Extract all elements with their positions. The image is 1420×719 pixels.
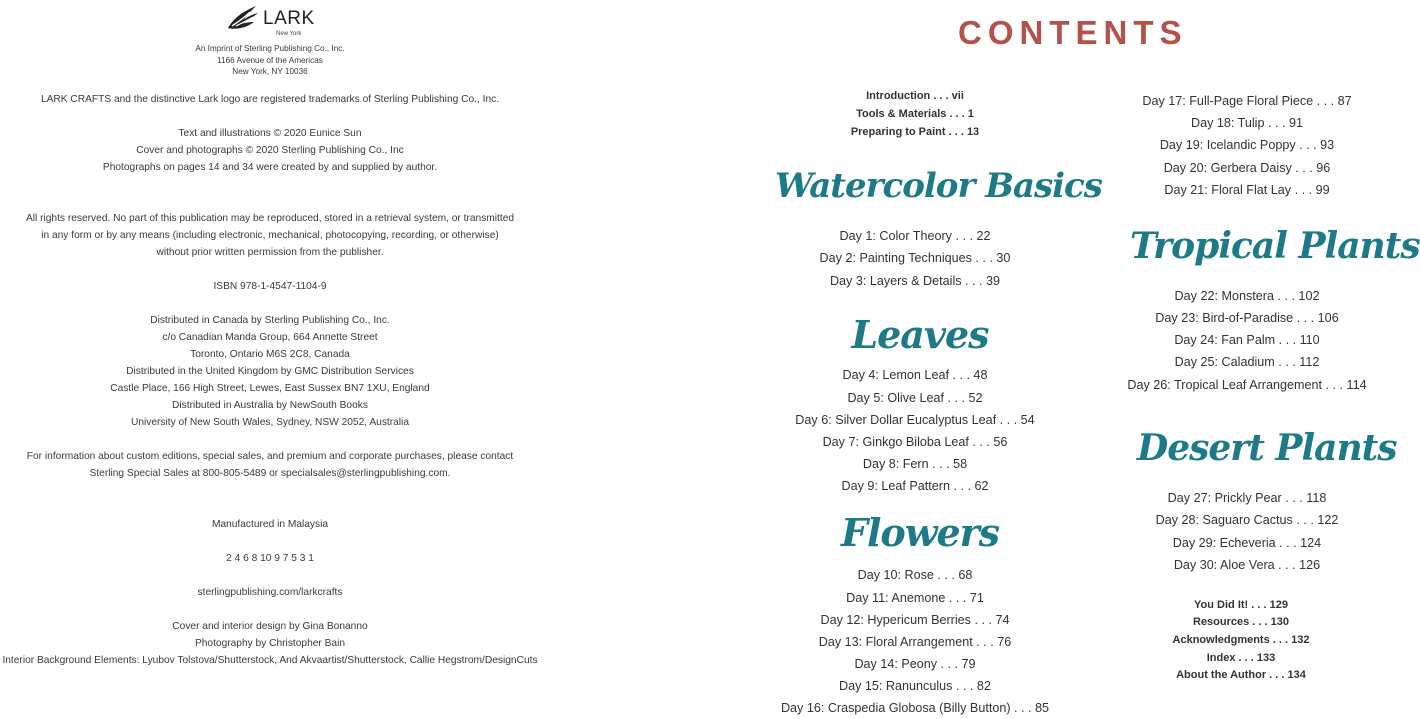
toc-back-item: Resources . . . 130 [1193, 616, 1289, 628]
toc-item: Day 18: Tulip . . . 91 [1190, 116, 1303, 130]
section-heading-tropical-plants: Tropical Plants [1130, 225, 1420, 267]
toc-front-item: Preparing to Paint . . . 13 [850, 126, 980, 138]
distribution-line: Toronto, Ontario M6S 2C8, Canada [190, 349, 350, 360]
toc-item: Day 23: Bird-of-Paradise . . . 106 [1155, 311, 1339, 325]
toc-item: Day 11: Anemone . . . 71 [846, 591, 984, 605]
distribution-line: Distributed in the United Kingdom by GMC Distribution Services [126, 366, 414, 377]
section-heading-desert-plants: Desert Plants [1137, 427, 1397, 469]
toc-back-item: You Did It! . . . 129 [1194, 599, 1288, 611]
lark-bird-icon [226, 4, 260, 32]
distribution-line: Distributed in Australia by NewSouth Books [172, 400, 368, 411]
distribution-line: c/o Canadian Manda Group, 664 Annette Street [162, 332, 378, 343]
toc-back-item: Index . . . 133 [1206, 652, 1276, 664]
section-heading-flowers: Flowers [840, 510, 1000, 555]
website-line: sterlingpublishing.com/larkcrafts [197, 587, 343, 598]
credit-line: Photography by Christopher Bain [194, 638, 346, 649]
section-heading-watercolor-basics: Watercolor Basics [775, 166, 1102, 206]
copyright-line: without prior written permission from the publisher. [156, 247, 384, 258]
imprint-line: New York, NY 10036 [232, 67, 308, 76]
toc-item: Day 2: Painting Techniques . . . 30 [819, 251, 1011, 265]
toc-item: Day 30: Aloe Vera . . . 126 [1173, 558, 1321, 572]
toc-item: Day 21: Floral Flat Lay . . . 99 [1164, 183, 1330, 197]
toc-item: Day 12: Hypericum Berries . . . 74 [820, 613, 1010, 627]
toc-item: Day 9: Leaf Pattern . . . 62 [841, 479, 989, 493]
copyright-line: All rights reserved. No part of this publication may be reproduced, stored in a retrieval system, or transmitted [25, 213, 515, 224]
copyright-line: Cover and photographs © 2020 Sterling Publishing Co., Inc [136, 145, 404, 156]
toc-item: Day 16: Craspedia Globosa (Billy Button) . . . 85 [780, 701, 1050, 715]
manufactured-line: Manufactured in Malaysia [211, 519, 329, 530]
toc-item: Day 17: Full-Page Floral Piece . . . 87 [1142, 94, 1352, 108]
toc-back-item: Acknowledgments . . . 132 [1172, 634, 1310, 646]
copyright-line: Photographs on pages 14 and 34 were created by and supplied by author. [102, 162, 438, 173]
toc-item: Day 7: Ginkgo Biloba Leaf . . . 56 [822, 435, 1008, 449]
imprint-line: An Imprint of Sterling Publishing Co., Inc. [195, 44, 345, 53]
toc-item: Day 14: Peony . . . 79 [854, 657, 976, 671]
toc-item: Day 20: Gerbera Daisy . . . 96 [1163, 161, 1331, 175]
toc-item: Day 1: Color Theory . . . 22 [839, 229, 991, 243]
toc-item: Day 29: Echeveria . . . 124 [1172, 536, 1322, 550]
copyright-line: LARK CRAFTS and the distinctive Lark logo are registered trademarks of Sterling Publishing Co., Inc. [40, 94, 500, 105]
logo-city: New York [276, 31, 302, 37]
copyright-line: Text and illustrations © 2020 Eunice Sun [178, 128, 362, 139]
toc-item: Day 6: Silver Dollar Eucalyptus Leaf . . . 54 [795, 413, 1035, 427]
logo-brand: LARK [263, 8, 315, 29]
toc-item: Day 26: Tropical Leaf Arrangement . . . 114 [1127, 378, 1367, 392]
toc-item: Day 25: Caladium . . . 112 [1174, 355, 1320, 369]
toc-front-item: Tools & Materials . . . 1 [856, 108, 974, 120]
toc-item: Day 4: Lemon Leaf . . . 48 [842, 368, 988, 382]
toc-item: Day 5: Olive Leaf . . . 52 [847, 391, 983, 405]
distribution-line: Distributed in Canada by Sterling Publishing Co., Inc. [150, 315, 390, 326]
toc-item: Day 15: Ranunculus . . . 82 [839, 679, 991, 693]
sales-line: For information about custom editions, special sales, and premium and corporate purchases, please contact [26, 451, 514, 462]
toc-item: Day 22: Monstera . . . 102 [1174, 289, 1320, 303]
toc-item: Day 8: Fern . . . 58 [862, 457, 968, 471]
distribution-line: University of New South Wales, Sydney, NSW 2052, Australia [130, 417, 409, 428]
contents-title: CONTENTS [958, 14, 1188, 51]
credit-line: Cover and interior design by Gina Bonanno [172, 621, 368, 632]
printing-line: 2 4 6 8 10 9 7 5 3 1 [226, 553, 314, 564]
toc-item: Day 27: Prickly Pear . . . 118 [1167, 491, 1327, 505]
distribution-line: Castle Place, 166 High Street, Lewes, East Sussex BN7 1XU, England [110, 383, 430, 394]
isbn-line: ISBN 978-1-4547-1104-9 [213, 281, 327, 292]
toc-item: Day 28: Saguaro Cactus . . . 122 [1155, 513, 1339, 527]
copyright-line: in any form or by any means (including electronic, mechanical, photocopying, recording, or otherwise) [41, 230, 499, 241]
toc-back-item: About the Author . . . 134 [1176, 669, 1306, 681]
toc-front-item: Introduction . . . vii [866, 90, 964, 102]
sales-line: Sterling Special Sales at 800-805-5489 or specialsales@sterlingpublishing.com. [89, 468, 451, 479]
toc-item: Day 3: Layers & Details . . . 39 [829, 274, 1001, 288]
toc-item: Day 10: Rose . . . 68 [857, 568, 973, 582]
lark-logo [226, 4, 326, 38]
section-heading-leaves: Leaves [851, 312, 989, 357]
toc-item: Day 24: Fan Palm . . . 110 [1174, 333, 1320, 347]
imprint-line: 1166 Avenue of the Americas [217, 56, 323, 65]
toc-item: Day 19: Icelandic Poppy . . . 93 [1159, 138, 1335, 152]
copyright-page [0, 0, 540, 719]
toc-item: Day 13: Floral Arrangement . . . 76 [818, 635, 1012, 649]
credit-line: Interior Background Elements: Lyubov Tolstova/Shutterstock, And Akvaartist/Shutterstock, Callie Hegstrom/DesignCuts [2, 655, 538, 666]
